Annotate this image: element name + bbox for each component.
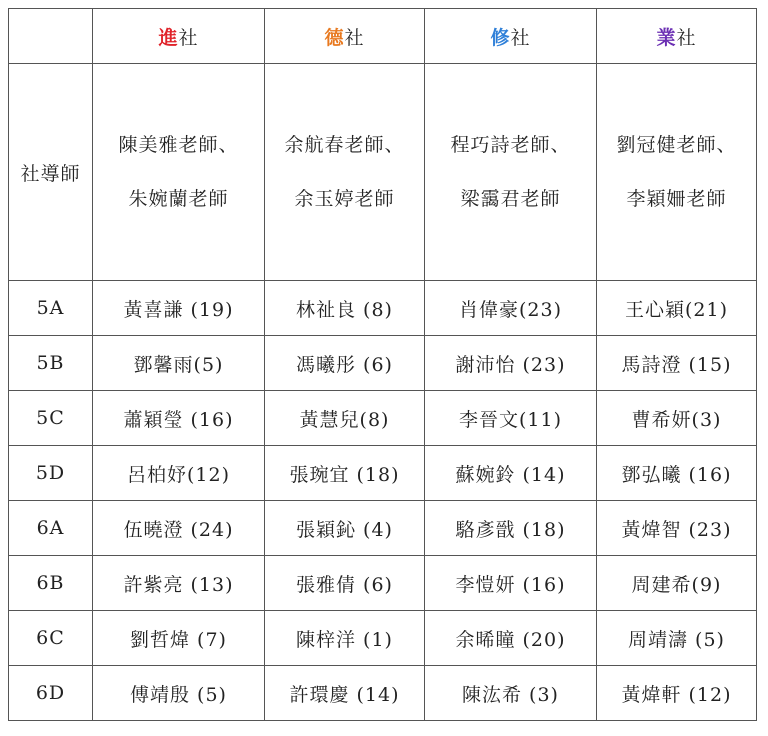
table-row	[9, 666, 757, 721]
teacher-row	[9, 64, 757, 281]
student-cell: 呂柏妤(12)	[93, 446, 265, 501]
student-cell: 黃慧兒(8)	[265, 391, 425, 446]
student-cell: 李愷妍 (16)	[425, 556, 597, 611]
student-cell: 張穎鈊 (4)	[265, 501, 425, 556]
student-cell: 周建希(9)	[597, 556, 757, 611]
student-cell: 駱彥戩 (18)	[425, 501, 597, 556]
table-row	[9, 391, 757, 446]
teacher-name: 余玉婷老師	[294, 188, 395, 210]
student-cell: 陳汯希 (3)	[425, 666, 597, 721]
student-cell: 張雅倩 (6)	[265, 556, 425, 611]
student-cell: 許環慶 (14)	[265, 666, 425, 721]
house-header-4	[597, 9, 757, 64]
house-suffix: 社	[510, 26, 531, 49]
teacher-name: 梁靄君老師	[460, 188, 561, 210]
teacher-cell-3	[425, 64, 597, 281]
student-cell: 黃喜謙 (19)	[93, 281, 265, 336]
student-cell: 劉哲煒 (7)	[93, 611, 265, 666]
student-cell: 周靖濤 (5)	[597, 611, 757, 666]
student-cell: 林祉良 (8)	[265, 281, 425, 336]
table-row	[9, 336, 757, 391]
student-cell: 蘇婉鈴 (14)	[425, 446, 597, 501]
student-cell: 張琬宜 (18)	[265, 446, 425, 501]
house-suffix: 社	[676, 26, 697, 49]
student-cell: 肖偉豪(23)	[425, 281, 597, 336]
corner-cell	[9, 9, 93, 64]
house-char: 修	[490, 26, 511, 49]
student-cell: 謝沛怡 (23)	[425, 336, 597, 391]
teacher-cell-2	[265, 64, 425, 281]
student-cell: 曹希妍(3)	[597, 391, 757, 446]
student-cell: 陳梓洋 (1)	[265, 611, 425, 666]
table-row	[9, 446, 757, 501]
class-label: 6C	[9, 611, 93, 666]
teacher-name: 程巧詩老師、	[450, 134, 571, 156]
student-cell: 鄧弘曦 (16)	[597, 446, 757, 501]
house-suffix: 社	[344, 26, 365, 49]
house-table	[8, 8, 757, 721]
teacher-name: 陳美雅老師、	[118, 134, 239, 156]
table-row	[9, 611, 757, 666]
student-cell: 馮曦彤 (6)	[265, 336, 425, 391]
student-cell: 伍曉澄 (24)	[93, 501, 265, 556]
student-cell: 王心穎(21)	[597, 281, 757, 336]
class-label: 6D	[9, 666, 93, 721]
class-label: 6B	[9, 556, 93, 611]
student-cell: 許紫亮 (13)	[93, 556, 265, 611]
student-cell: 馬詩澄 (15)	[597, 336, 757, 391]
student-cell: 李晉文(11)	[425, 391, 597, 446]
teacher-name: 余航春老師、	[284, 134, 405, 156]
teacher-cell-1	[93, 64, 265, 281]
teacher-name: 李穎姍老師	[626, 188, 727, 210]
student-cell: 黃煒智 (23)	[597, 501, 757, 556]
table-row	[9, 556, 757, 611]
house-char: 德	[324, 26, 345, 49]
house-header-2	[265, 9, 425, 64]
teacher-name: 朱婉蘭老師	[128, 188, 229, 210]
house-char: 業	[656, 26, 677, 49]
teacher-cell-4	[597, 64, 757, 281]
teacher-row-label: 社導師	[9, 64, 93, 281]
teacher-name: 劉冠健老師、	[616, 134, 737, 156]
house-header-1	[93, 9, 265, 64]
house-char: 進	[158, 26, 179, 49]
student-cell: 鄧馨雨(5)	[93, 336, 265, 391]
class-label: 5C	[9, 391, 93, 446]
house-table-body	[9, 9, 757, 721]
student-cell: 黃煒軒 (12)	[597, 666, 757, 721]
class-label: 5A	[9, 281, 93, 336]
class-label: 6A	[9, 501, 93, 556]
student-cell: 余晞瞳 (20)	[425, 611, 597, 666]
house-header-3	[425, 9, 597, 64]
class-label: 5B	[9, 336, 93, 391]
student-cell: 蕭穎瑩 (16)	[93, 391, 265, 446]
house-suffix: 社	[178, 26, 199, 49]
student-cell: 傅靖殷 (5)	[93, 666, 265, 721]
header-row	[9, 9, 757, 64]
table-row	[9, 501, 757, 556]
class-label: 5D	[9, 446, 93, 501]
table-row	[9, 281, 757, 336]
